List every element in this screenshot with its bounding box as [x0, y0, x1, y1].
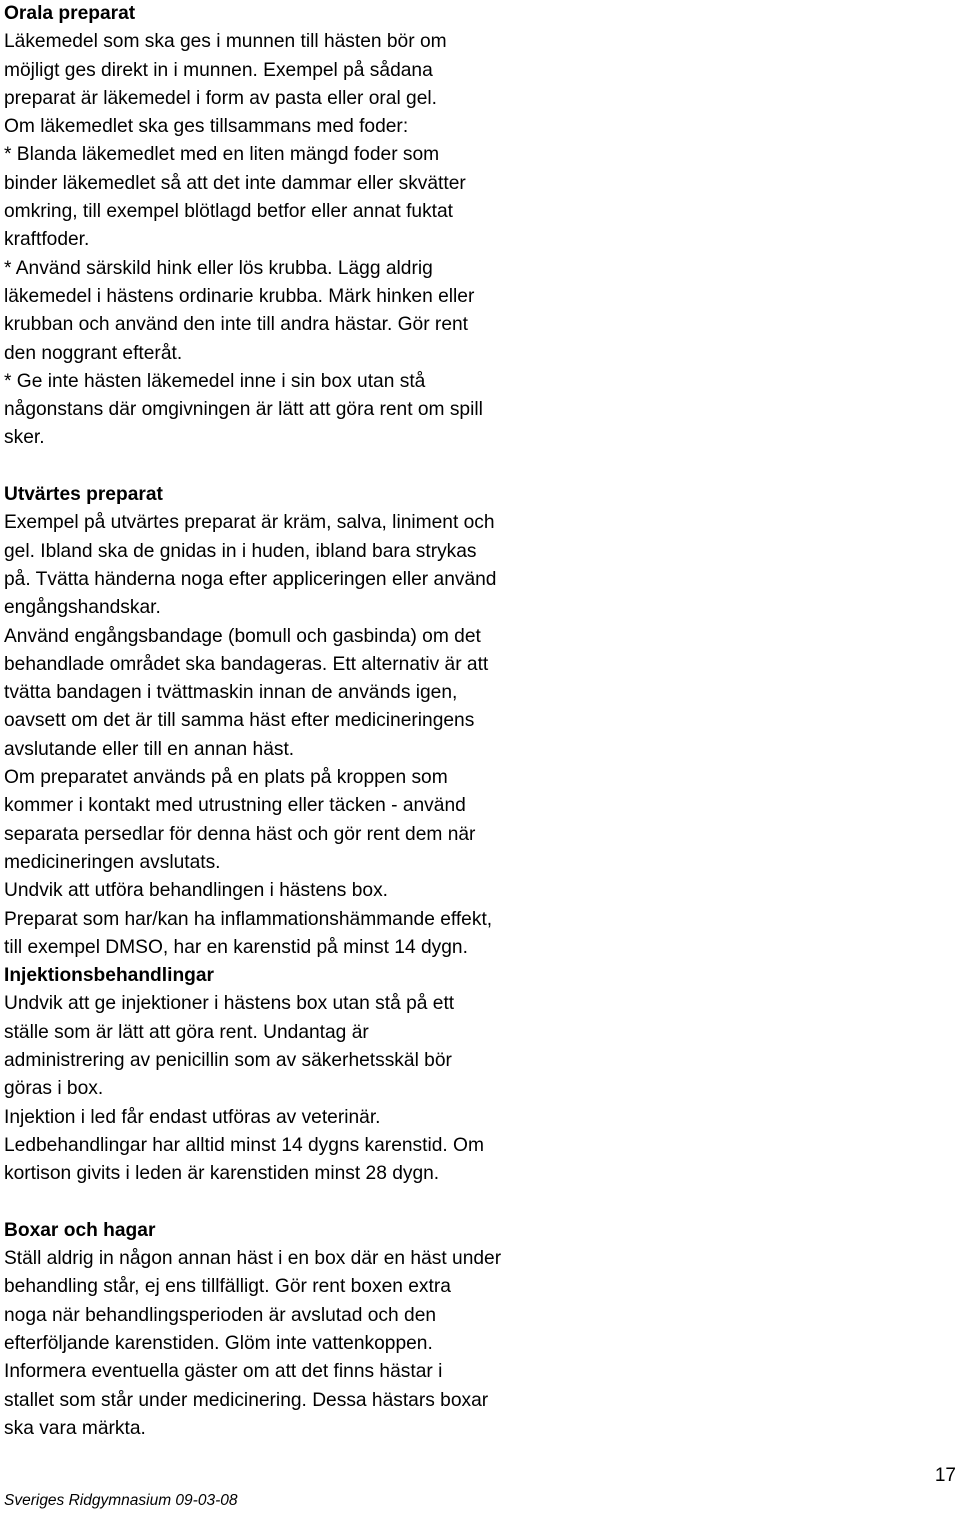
paragraph-line: binder läkemedlet så att det inte dammar eller skvätter: [4, 172, 466, 194]
paragraph-line: kraftfoder.: [4, 229, 90, 251]
paragraph-line: * Använd särskild hink eller lös krubba. Lägg aldrig: [4, 257, 433, 279]
page-footer: Sveriges Ridgymnasium 09-03-08: [4, 1492, 238, 1509]
paragraph-line: ska vara märkta.: [4, 1417, 146, 1439]
section-injektionsbehandlingar: [4, 962, 564, 1188]
section-boxar-och-hagar: [4, 1217, 564, 1443]
paragraph-line: Om läkemedlet ska ges tillsammans med foder:: [4, 116, 409, 138]
paragraph-line: preparat är läkemedel i form av pasta eller oral gel.: [4, 87, 437, 109]
paragraph-line: Injektion i led får endast utföras av veterinär.: [4, 1106, 381, 1128]
paragraph-line: tvätta bandagen i tvättmaskin innan de används igen,: [4, 682, 458, 704]
paragraph-line: den noggrant efteråt.: [4, 342, 183, 364]
section-spacer: [4, 453, 564, 481]
paragraph-line: behandling står, ej ens tillfälligt. Gör rent boxen extra: [4, 1276, 451, 1298]
paragraph-line: någonstans där omgivningen är lätt att göra rent om spill: [4, 399, 483, 421]
page-number: 17: [934, 1465, 956, 1486]
paragraph-line: noga när behandlingsperioden är avslutad och den: [4, 1304, 437, 1326]
section-spacer: [4, 1188, 564, 1216]
paragraph-line: medicineringen avslutats.: [4, 851, 221, 873]
paragraph-line: Undvik att ge injektioner i hästens box utan stå på ett: [4, 993, 455, 1015]
paragraph-line: sker.: [4, 427, 45, 449]
paragraph-line: efterföljande karenstiden. Glöm inte vattenkoppen.: [4, 1332, 433, 1354]
paragraph-line: till exempel DMSO, har en karenstid på minst 14 dygn.: [4, 936, 468, 958]
section-utvartes-preparat: [4, 481, 564, 962]
paragraph-line: oavsett om det är till samma häst efter medicineringens: [4, 710, 475, 732]
paragraph-line: läkemedel i hästens ordinarie krubba. Märk hinken eller: [4, 285, 475, 307]
paragraph-line: Läkemedel som ska ges i munnen till hästen bör om: [4, 31, 447, 53]
paragraph-line: på. Tvätta händerna noga efter appliceringen eller använd: [4, 568, 497, 590]
paragraph-line: behandlade området ska bandageras. Ett alternativ är att: [4, 653, 489, 675]
paragraph-line: krubban och använd den inte till andra hästar. Gör rent: [4, 314, 468, 336]
paragraph-line: kortison givits i leden är karenstiden minst 28 dygn.: [4, 1163, 440, 1185]
paragraph-line: Om preparatet används på en plats på kroppen som: [4, 767, 448, 789]
paragraph-line: göras i box.: [4, 1078, 104, 1100]
paragraph-line: gel. Ibland ska de gnidas in i huden, ibland bara strykas: [4, 540, 477, 562]
section-heading: Orala preparat: [4, 3, 136, 24]
paragraph-line: Ställ aldrig in någon annan häst i en box där en häst under: [4, 1248, 502, 1270]
paragraph-line: kommer i kontakt med utrustning eller täcken - använd: [4, 795, 466, 817]
document-page: [4, 0, 564, 1443]
section-heading: Utvärtes preparat: [4, 484, 163, 506]
paragraph-line: stallet som står under medicinering. Dessa hästars boxar: [4, 1389, 489, 1411]
paragraph-line: avslutande eller till en annan häst.: [4, 738, 295, 760]
paragraph-line: * Blanda läkemedlet med en liten mängd foder som: [4, 144, 440, 166]
paragraph-line: ställe som är lätt att göra rent. Undantag är: [4, 1021, 369, 1043]
paragraph-line: omkring, till exempel blötlagd betfor eller annat fuktat: [4, 201, 454, 223]
paragraph-line: möjligt ges direkt in i munnen. Exempel på sådana: [4, 59, 433, 81]
paragraph-line: Exempel på utvärtes preparat är kräm, salva, liniment och: [4, 512, 495, 534]
paragraph-line: * Ge inte hästen läkemedel inne i sin box utan stå: [4, 370, 426, 392]
paragraph-line: Använd engångsbandage (bomull och gasbinda) om det: [4, 625, 481, 647]
paragraph-line: Informera eventuella gäster om att det finns hästar i: [4, 1361, 443, 1383]
paragraph-line: Preparat som har/kan ha inflammationshämmande effekt,: [4, 908, 493, 930]
section-heading: Boxar och hagar: [4, 1219, 156, 1241]
paragraph-line: engångshandskar.: [4, 597, 161, 619]
section-orala-preparat: [4, 0, 564, 453]
paragraph-line: Undvik att utföra behandlingen i hästens box.: [4, 880, 389, 902]
paragraph-line: separata persedlar för denna häst och gör rent dem när: [4, 823, 476, 845]
section-heading: Injektionsbehandlingar: [4, 965, 215, 987]
paragraph-line: administrering av penicillin som av säkerhetsskäl bör: [4, 1049, 452, 1071]
paragraph-line: Ledbehandlingar har alltid minst 14 dygns karenstid. Om: [4, 1134, 484, 1156]
